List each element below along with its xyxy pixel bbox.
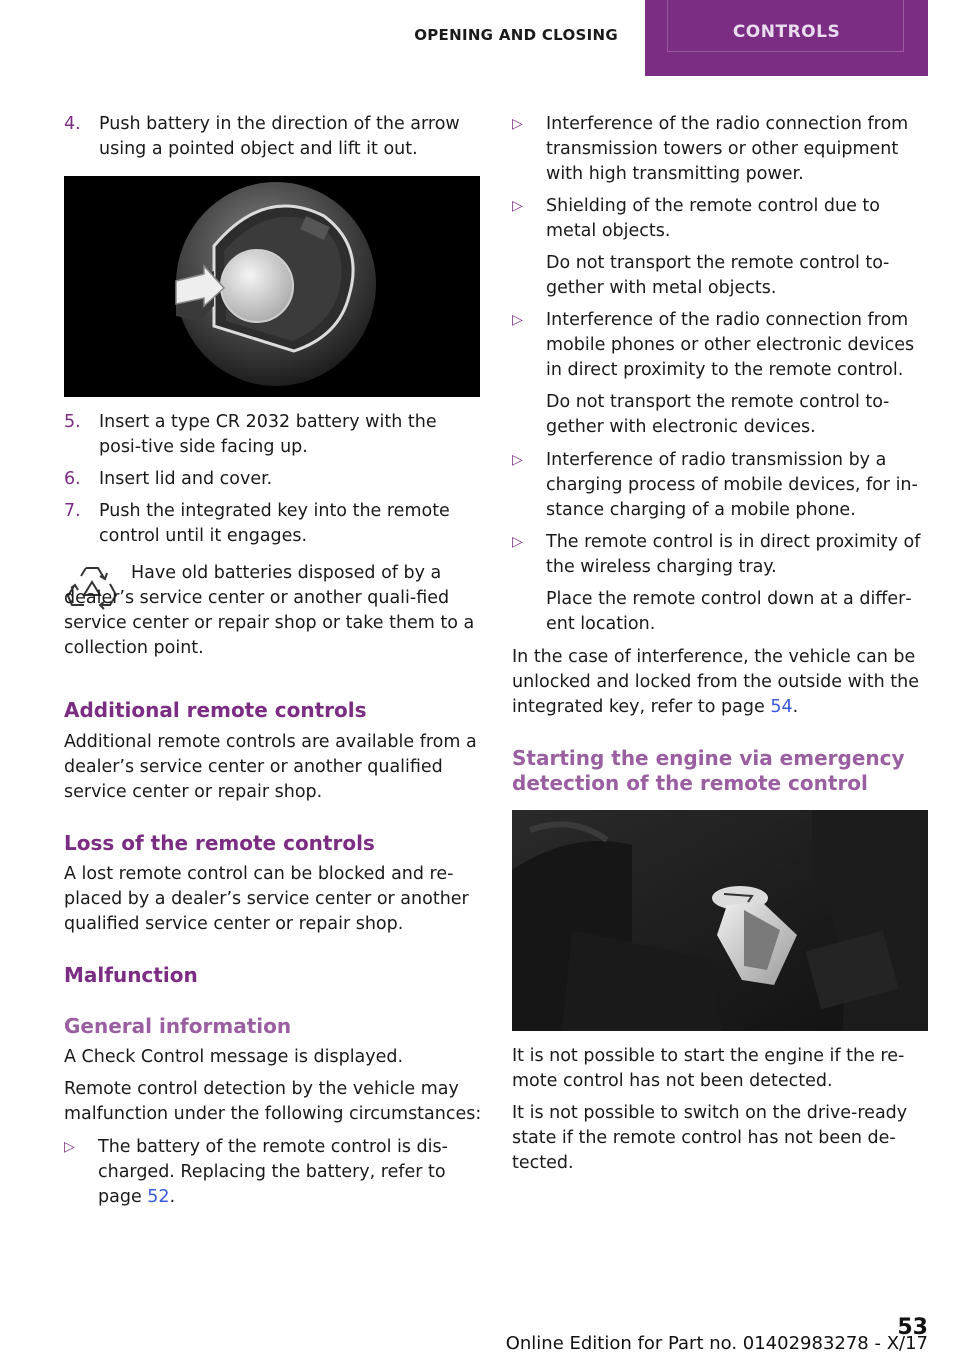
list-item bbox=[512, 308, 930, 440]
step-text: Insert lid and cover. bbox=[99, 469, 273, 489]
heading-loss-of-remote-controls: Loss of the remote controls bbox=[64, 831, 375, 855]
list-item-text: The remote control is in direct proximity of the wireless charging tray. bbox=[546, 532, 921, 577]
list-item-text: Interference of the radio connection from transmission towers or other equipment with high transmitting power. bbox=[546, 114, 909, 184]
key-slot-illustration bbox=[512, 810, 928, 1031]
list-item-text: The battery of the remote control is dis‐charged. Replacing the battery, refer to page 52. bbox=[98, 1137, 448, 1207]
list-item-subtext: Do not transport the remote control to‐gether with electronic devices. bbox=[546, 392, 890, 437]
step-text: Insert a type CR 2032 battery with the posi‐tive side facing up. bbox=[99, 412, 437, 457]
triangle-bullet-icon: ▷ bbox=[512, 534, 523, 550]
key-slot-photo bbox=[512, 810, 928, 1031]
list-item-text: Shielding of the remote control due to metal objects. bbox=[546, 196, 880, 241]
page-link[interactable]: 54 bbox=[770, 697, 793, 717]
paragraph-loss-of-remote-controls: A lost remote control can be blocked and re‐placed by a dealer’s service center or another qualified service center or repair shop. bbox=[64, 864, 469, 934]
list-item bbox=[512, 194, 930, 301]
heading-general-information: General information bbox=[64, 1014, 292, 1038]
footer-edition: Online Edition for Part no. 01402983278 - X/17 bbox=[505, 1333, 928, 1354]
step-text: Push battery in the direction of the arrow using a pointed object and lift it out. bbox=[99, 114, 460, 159]
step-7 bbox=[64, 499, 482, 549]
list-item-text: Interference of the radio connection from mobile phones or other electronic devices in direct proximity to the remote control. bbox=[546, 310, 915, 380]
list-item-subtext: Place the remote control down at a differ‐ent location. bbox=[546, 589, 912, 634]
paragraph-start-not-possible: It is not possible to start the engine if the re‐mote control has not been detected. bbox=[512, 1046, 905, 1091]
page-link[interactable]: 52 bbox=[147, 1187, 170, 1207]
step-number: 7. bbox=[64, 501, 81, 521]
heading-additional-remote-controls: Additional remote controls bbox=[64, 698, 367, 722]
paragraph-check-control: A Check Control message is displayed. bbox=[64, 1047, 404, 1067]
step-6 bbox=[64, 467, 482, 492]
step-5 bbox=[64, 410, 482, 460]
triangle-bullet-icon: ▷ bbox=[512, 452, 523, 468]
triangle-bullet-icon: ▷ bbox=[512, 312, 523, 328]
step-text: Push the integrated key into the remote control until it engages. bbox=[99, 501, 450, 546]
paragraph-drive-ready: It is not possible to switch on the drive-ready state if the remote control has not been de‐tected. bbox=[512, 1103, 908, 1173]
list-item bbox=[64, 1135, 482, 1210]
triangle-bullet-icon: ▷ bbox=[64, 1139, 75, 1155]
step-number: 5. bbox=[64, 412, 81, 432]
section-title: OPENING AND CLOSING bbox=[414, 26, 618, 44]
page-number: 53 bbox=[897, 1315, 928, 1340]
paragraph-interference: In the case of interference, the vehicle can be unlocked and locked from the outside with the integrated key, refer to page 54. bbox=[512, 647, 920, 717]
list-item bbox=[512, 112, 930, 187]
step-4 bbox=[64, 112, 482, 162]
chapter-tab-label: CONTROLS bbox=[732, 22, 841, 42]
list-item bbox=[512, 448, 930, 523]
battery-removal-illustration bbox=[64, 176, 480, 397]
step-number: 6. bbox=[64, 469, 81, 489]
heading-malfunction: Malfunction bbox=[64, 963, 198, 987]
step-number: 4. bbox=[64, 114, 81, 134]
battery-removal-photo bbox=[64, 176, 480, 397]
triangle-bullet-icon: ▷ bbox=[512, 116, 523, 132]
paragraph-additional-remote-controls: Additional remote controls are available from a dealer’s service center or another qualified service center or repair shop. bbox=[64, 732, 477, 802]
list-item-subtext: Do not transport the remote control to‐gether with metal objects. bbox=[546, 253, 890, 298]
triangle-bullet-icon: ▷ bbox=[512, 198, 523, 214]
list-item-text: Interference of radio transmission by a charging process of mobile devices, for in‐stance charging of a mobile phone. bbox=[546, 450, 918, 520]
paragraph-detection: Remote control detection by the vehicle may malfunction under the following circumstances: bbox=[64, 1079, 482, 1124]
heading-starting-engine: Starting the engine via emergency detection of the remote control bbox=[512, 746, 905, 795]
list-item bbox=[512, 530, 930, 637]
recycle-note: Have old batteries disposed of by a dealer’s service center or another quali‐fied service center or repair shop or take them to a collection point. bbox=[64, 563, 475, 658]
